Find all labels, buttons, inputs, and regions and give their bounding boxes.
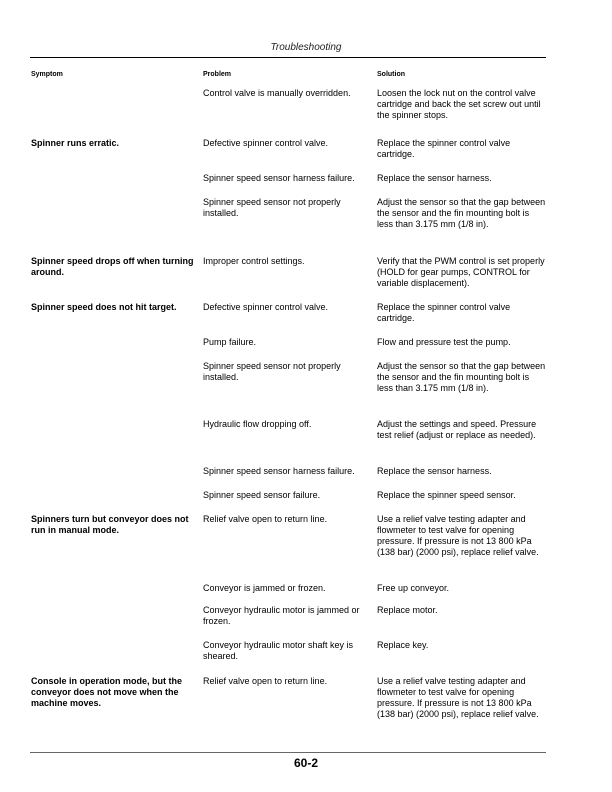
table-row [31,514,547,583]
problem-cell: Defective spinner control valve. [203,302,329,312]
symptom-cell: Console in operation mode, but the conveyor does not move when the machine moves. [31,676,183,708]
problem-cell: Spinner speed sensor harness failure. [203,173,355,183]
symptom-cell [31,490,203,514]
table-row [31,256,547,302]
symptom-cell [31,605,203,640]
table-row [31,138,547,173]
solution-cell: Flow and pressure test the pump. [377,337,511,347]
table-row [31,583,547,605]
symptom-cell [31,361,203,419]
problem-cell: Relief valve open to return line. [203,514,328,524]
solution-cell: Replace the sensor harness. [377,173,492,183]
symptom-cell [31,173,203,197]
problem-cell: Improper control settings. [203,256,305,266]
problem-cell: Hydraulic flow dropping off. [203,419,312,429]
solution-cell: Use a relief valve testing adapter and flowmeter to test valve for opening pressure. If pressure is not 13 800 kPa (138 bar) (2000 psi), replace relief valve. [377,676,539,719]
column-header-problem: Problem [203,71,232,78]
solution-cell: Replace the sensor harness. [377,466,492,476]
symptom-cell [31,88,203,138]
symptom-cell: Spinner runs erratic. [31,138,120,148]
table-row [31,640,547,676]
table-row [31,419,547,466]
solution-cell: Adjust the sensor so that the gap between the sensor and the fin mounting bolt is less than 3.175 mm (1/8 in). [377,361,546,393]
solution-cell: Replace the spinner speed sensor. [377,490,516,500]
problem-cell: Spinner speed sensor not properly installed. [203,361,341,382]
table-row [31,490,547,514]
table-row [31,361,547,419]
table-row [31,88,547,138]
table-row [31,337,547,361]
page-number: 60-2 [293,756,319,770]
symptom-cell [31,197,203,256]
problem-cell: Spinner speed sensor failure. [203,490,321,500]
solution-cell: Replace key. [377,640,429,650]
symptom-cell: Spinner speed drops off when turning around. [31,256,194,277]
problem-cell: Spinner speed sensor not properly installed. [203,197,341,218]
symptom-cell [31,419,203,466]
problem-cell: Control valve is manually overridden. [203,88,351,98]
solution-cell: Adjust the settings and speed. Pressure test relief (adjust or replace as needed). [377,419,537,440]
table-row [31,197,547,256]
problem-cell: Relief valve open to return line. [203,676,328,686]
solution-cell: Adjust the sensor so that the gap between the sensor and the fin mounting bolt is less than 3.175 mm (1/8 in). [377,197,546,229]
problem-cell: Defective spinner control valve. [203,138,329,148]
solution-cell: Replace the spinner control valve cartridge. [377,302,511,323]
symptom-cell: Spinner speed does not hit target. [31,302,177,312]
column-header-solution: Solution [377,71,405,78]
symptom-cell [31,466,203,490]
solution-cell: Free up conveyor. [377,583,450,593]
solution-cell: Replace the spinner control valve cartridge. [377,138,511,159]
solution-cell: Use a relief valve testing adapter and flowmeter to test valve for opening pressure. If pressure is not 13 800 kPa (138 bar) (2000 psi), replace relief valve. [377,514,539,557]
table-row [31,302,547,337]
page-header-title: Troubleshooting [270,42,342,53]
table-row [31,605,547,640]
solution-cell: Verify that the PWM control is set properly (HOLD for gear pumps, CONTROL for variable displacement). [377,256,545,288]
table-row [31,173,547,197]
problem-cell: Pump failure. [203,337,257,347]
footer-rule [30,752,546,753]
table-row [31,466,547,490]
problem-cell: Conveyor hydraulic motor is jammed or frozen. [203,605,360,626]
symptom-cell [31,640,203,676]
symptom-cell: Spinners turn but conveyor does not run in manual mode. [31,514,189,535]
solution-cell: Loosen the lock nut on the control valve cartridge and back the set screw out until the spinner stops. [377,88,541,120]
problem-cell: Conveyor is jammed or frozen. [203,583,326,593]
column-header-symptom: Symptom [31,71,63,78]
problem-cell: Spinner speed sensor harness failure. [203,466,355,476]
symptom-cell [31,337,203,361]
table-row [31,676,547,734]
problem-cell: Conveyor hydraulic motor shaft key is sheared. [203,640,354,661]
symptom-cell [31,583,203,605]
header-rule [30,57,546,58]
troubleshooting-table [31,88,547,734]
solution-cell: Replace motor. [377,605,438,615]
